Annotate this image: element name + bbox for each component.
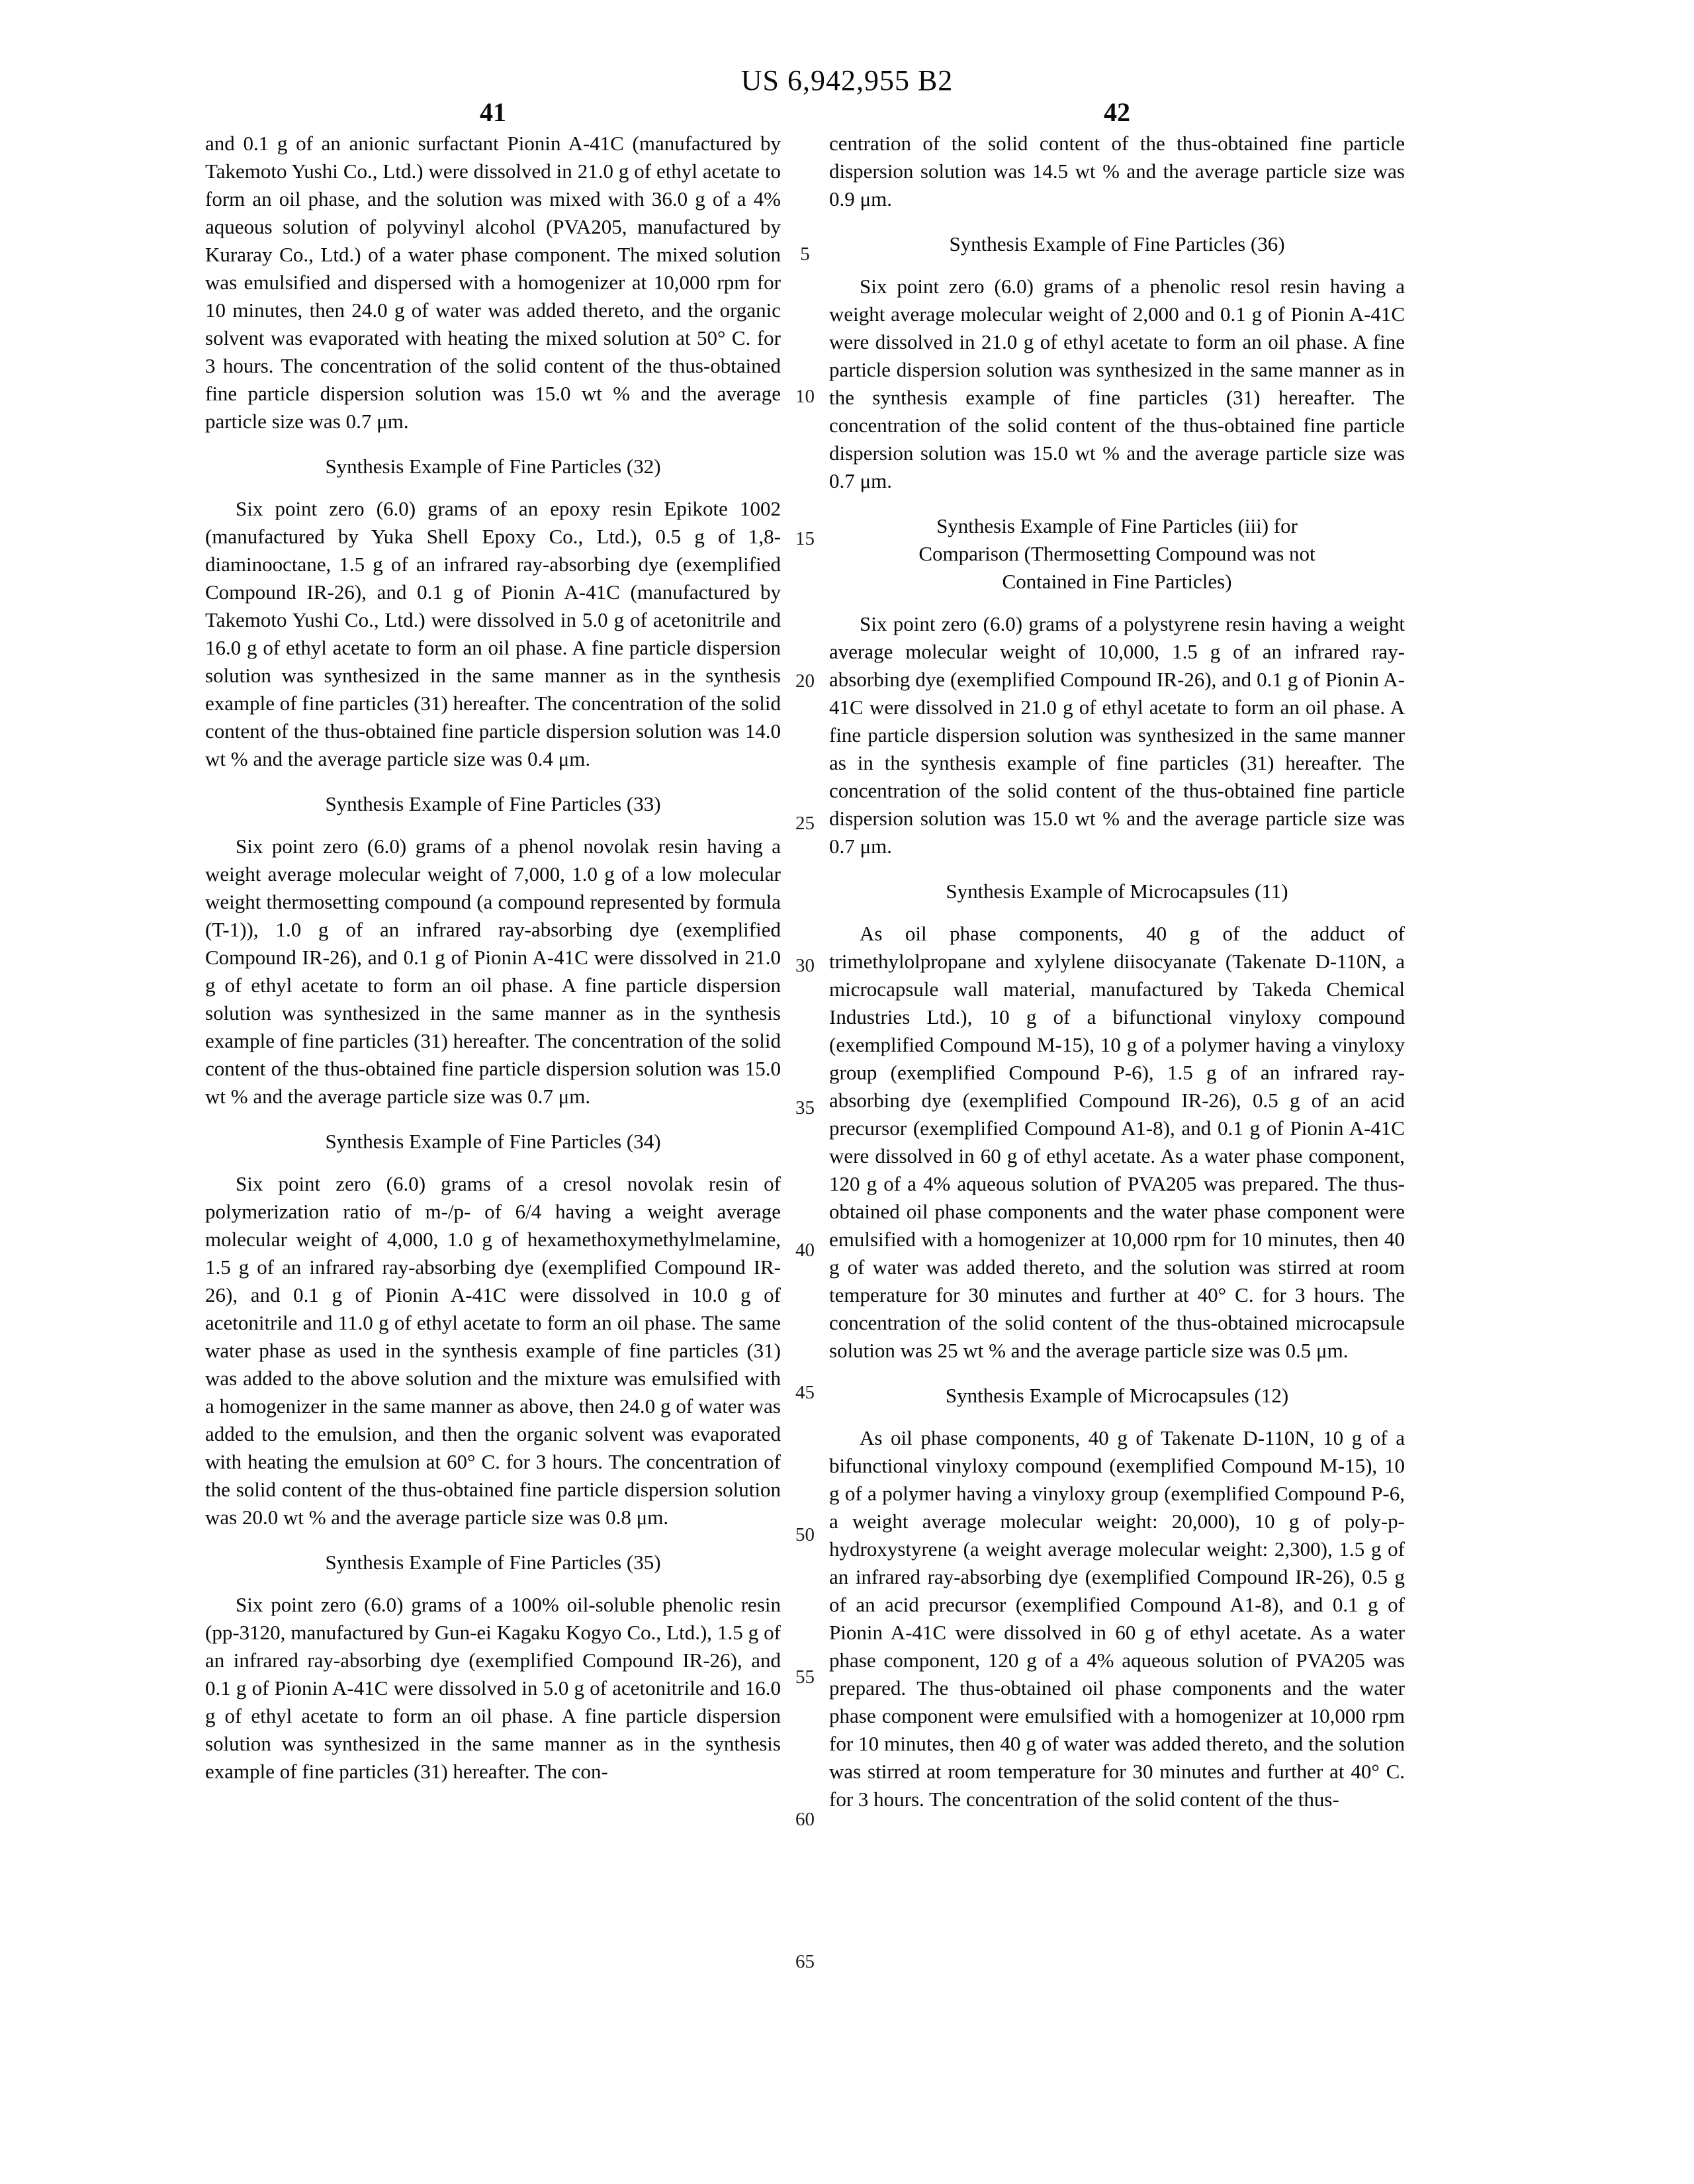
paragraph: As oil phase components, 40 g of the adduct of trimethylolpropane and xylylene diisocyanate (Takenate D-110N, a microcapsule wall material, manufactured by Takeda Chemical Industries Ltd.), 10 g of a bifunctional vinyloxy compound (exemplified Compound M-15), 10 g of a polymer having a vinyloxy group (exemplified Compound P-6), 1.5 g of an infrared ray-absorbing dye (exemplified Compound IR-26), 0.5 g of an acid precursor (exemplified Compound A1-8), and 0.1 g of Pionin A-41C were dissolved in 60 g of ethyl acetate. As a water phase component, 120 g of a 4% aqueous solution of PVA205 was prepared. The thus-obtained oil phase components and the water phase component were emulsified with a homogenizer at 10,000 rpm for 10 minutes, then 40 g of water was added thereto, and the solution was stirred at room temperature for 30 minutes and further at 40° C. for 3 hours. The concentration of the solid content of the thus-obtained microcapsule solution was 25 wt % and the average particle size was 0.5 μm. bbox=[829, 922, 1405, 1362]
paragraph-continuation: centration of the solid content of the thus-obtained fine particle dispersion solution was 14.5 wt % and the average particle size was 0.9 μm. bbox=[829, 132, 1405, 210]
line-number: 50 bbox=[795, 1524, 815, 1545]
page-columns bbox=[205, 130, 1405, 1813]
paragraph: Six point zero (6.0) grams of a 100% oil-soluble phenolic resin (pp-3120, manufactured by Gun-ei Kagaku Kogyo Co., Ltd.), 1.5 g of an infrared ray-absorbing dye (exemplified Compound IR-26), and 0.1 g of Pionin A-41C were dissolved in 5.0 g of acetonitrile and 16.0 g of ethyl acetate to form an oil phase. A fine particle dispersion solution was synthesized in the same manner as in the synthesis example of fine particles (31) hereafter. The con- bbox=[205, 1593, 781, 1783]
left-column bbox=[205, 130, 781, 1813]
line-number: 30 bbox=[795, 955, 815, 976]
column-number-left: 41 bbox=[480, 97, 506, 127]
column-number-right: 42 bbox=[1104, 97, 1130, 127]
section-heading: Synthesis Example of Fine Particles (36) bbox=[949, 232, 1285, 255]
paragraph: Six point zero (6.0) grams of an epoxy resin Epikote 1002 (manufactured by Yuka Shell Epoxy Co., Ltd.), 0.5 g of 1,8-diaminooctane, 1.5 g of an infrared ray-absorbing dye (exemplified Compound IR-26), and 0.1 g of Pionin A-41C (manufactured by Takemoto Yushi Co., Ltd.) were dissolved in 5.0 g of acetonitrile and 16.0 g of ethyl acetate to form an oil phase. A fine particle dispersion solution was synthesized in the same manner as in the synthesis example of fine particles (31) hereafter. The concentration of the solid content of the thus-obtained fine particle dispersion solution was 14.0 wt % and the average particle size was 0.4 μm. bbox=[205, 497, 781, 770]
section-heading: Synthesis Example of Microcapsules (12) bbox=[945, 1384, 1289, 1407]
line-number: 20 bbox=[795, 670, 815, 692]
paragraph: Six point zero (6.0) grams of a phenol novolak resin having a weight average molecular weight of 7,000, 1.0 g of a low molecular weight thermosetting compound (a compound represented by formula (T-1)), 1.0 g of an infrared ray-absorbing dye (exemplified Compound IR-26), and 0.1 g of Pionin A-41C were dissolved in 21.0 g of ethyl acetate to form an oil phase. A fine particle dispersion solution was synthesized in the same manner as in the synthesis example of fine particles (31) hereafter. The concentration of the solid content of the thus-obtained fine particle dispersion solution was 15.0 wt % and the average particle size was 0.7 μm. bbox=[205, 835, 781, 1108]
section-heading: Synthesis Example of Fine Particles (33) bbox=[325, 792, 661, 815]
line-number: 35 bbox=[795, 1097, 815, 1118]
section-heading: Synthesis Example of Fine Particles (iii) for Comparison (Thermosetting Compound was not Contained in Fine Particles) bbox=[918, 514, 1315, 593]
section-heading: Synthesis Example of Microcapsules (11) bbox=[946, 880, 1288, 903]
line-number: 25 bbox=[795, 813, 815, 834]
patent-number: US 6,942,955 B2 bbox=[740, 64, 954, 97]
line-number: 5 bbox=[800, 244, 810, 265]
section-heading: Synthesis Example of Fine Particles (35) bbox=[325, 1551, 661, 1574]
line-number: 40 bbox=[795, 1240, 815, 1261]
paragraph: Six point zero (6.0) grams of a phenolic resol resin having a weight average molecular weight of 2,000 and 0.1 g of Pionin A-41C were dissolved in 21.0 g of ethyl acetate to form an oil phase. A fine particle dispersion solution was synthesized in the same manner as in the synthesis example of fine particles (31) hereafter. The concentration of the solid content of the thus-obtained fine particle dispersion solution was 15.0 wt % and the average particle size was 0.7 μm. bbox=[829, 275, 1405, 492]
paragraph-continuation: and 0.1 g of an anionic surfactant Pionin A-41C (manufactured by Takemoto Yushi Co., Ltd.) were dissolved in 21.0 g of ethyl acetate to form an oil phase, and the solution was mixed with 36.0 g of a 4% aqueous solution of polyvinyl alcohol (PVA205, manufactured by Kuraray Co., Ltd.) of a water phase component. The mixed solution was emulsified and dispersed with a homogenizer at 10,000 rpm for 10 minutes, then 24.0 g of water was added thereto, and the organic solvent was evaporated with heating the mixed solution at 50° C. for 3 hours. The concentration of the solid content of the thus-obtained fine particle dispersion solution was 15.0 wt % and the average particle size was 0.7 μm. bbox=[205, 132, 781, 433]
line-number: 10 bbox=[795, 386, 815, 407]
section-heading: Synthesis Example of Fine Particles (34) bbox=[325, 1130, 661, 1153]
line-number: 65 bbox=[795, 1951, 815, 1972]
line-number: 55 bbox=[795, 1666, 815, 1688]
paragraph: Six point zero (6.0) grams of a polystyrene resin having a weight average molecular weight of 10,000, 1.5 g of an infrared ray-absorbing dye (exemplified Compound IR-26), and 0.1 g of Pionin A-41C were dissolved in 21.0 g of ethyl acetate to form an oil phase. A fine particle dispersion solution was synthesized in the same manner as in the synthesis example of fine particles (31) hereafter. The concentration of the solid content of the thus-obtained fine particle dispersion solution was 15.0 wt % and the average particle size was 0.7 μm. bbox=[829, 612, 1405, 858]
paragraph: As oil phase components, 40 g of Takenate D-110N, 10 g of a bifunctional vinyloxy compound (exemplified Compound M-15), 10 g of a polymer having a vinyloxy group (exemplified Compound P-6, a weight average molecular weight: 20,000), 10 g of poly-p-hydroxystyrene (a weight average molecular weight: 2,300), 1.5 g of an infrared ray-absorbing dye (exemplified Compound IR-26), 0.5 g of an acid precursor (exemplified Compound A1-8), and 0.1 g of Pionin A-41C were dissolved in 60 g of ethyl acetate. As a water phase component, 120 g of a 4% aqueous solution of PVA205 was prepared. The thus-obtained oil phase components and the water phase component were emulsified with a homogenizer at 10,000 rpm for 10 minutes, then 40 g of water was added thereto, and the solution was stirred at room temperature for 30 minutes and further at 40° C. for 3 hours. The concentration of the solid content of the thus- bbox=[829, 1426, 1405, 1811]
line-number: 45 bbox=[795, 1382, 815, 1403]
section-heading: Synthesis Example of Fine Particles (32) bbox=[325, 455, 661, 478]
right-column bbox=[829, 130, 1405, 1813]
paragraph: Six point zero (6.0) grams of a cresol novolak resin of polymerization ratio of m-/p- of 6/4 having a weight average molecular weight of 4,000, 1.0 g of hexamethoxymethylmelamine, 1.5 g of an infrared ray-absorbing dye (exemplified Compound IR-26), and 0.1 g of Pionin A-41C were dissolved in 10.0 g of acetonitrile and 11.0 g of ethyl acetate to form an oil phase. The same water phase as used in the synthesis example of fine particles (31) was added to the above solution and the mixture was emulsified with a homogenizer in the same manner as above, then 24.0 g of water was added to the emulsion, and then the organic solvent was evaporated with heating the emulsion at 60° C. for 3 hours. The concentration of the solid content of the thus-obtained fine particle dispersion solution was 20.0 wt % and the average particle size was 0.8 μm. bbox=[205, 1172, 781, 1529]
line-number: 60 bbox=[795, 1809, 815, 1830]
line-number: 15 bbox=[795, 528, 815, 549]
